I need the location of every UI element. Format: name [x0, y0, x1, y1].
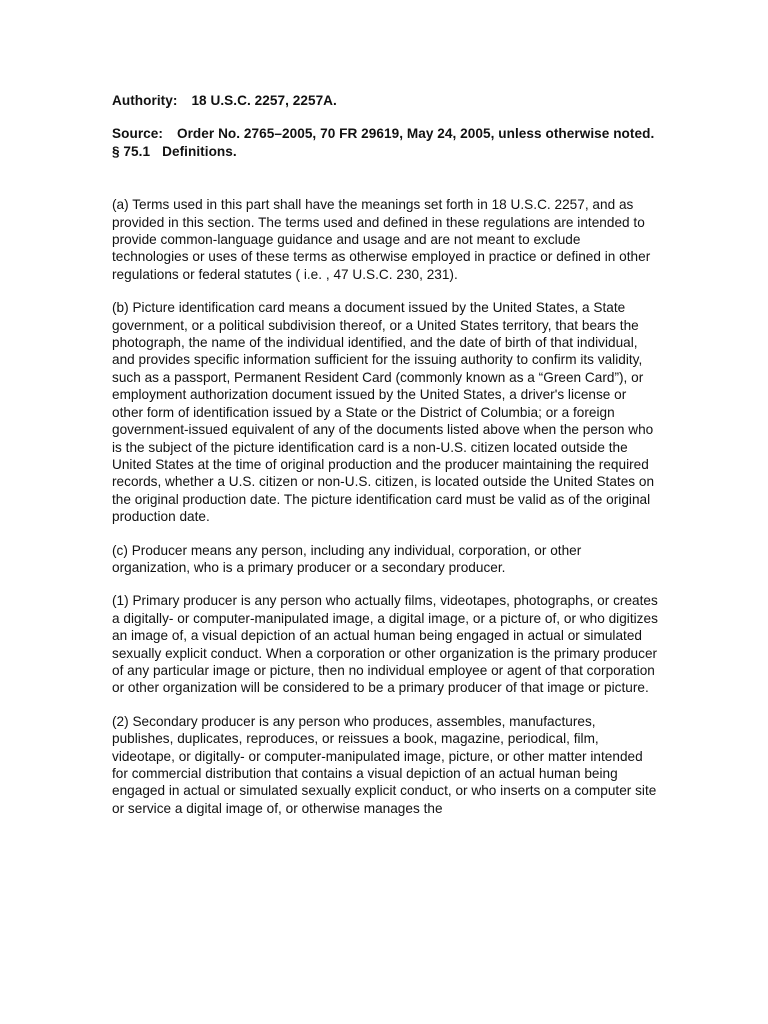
authority-label: Authority:: [112, 93, 178, 108]
paragraph-b: (b) Picture identification card means a document issued by the United States, a State government, or a political subdivision thereof, or a United States territory, that bears the photograph, the name of the individual identified, and the date of birth of that individual, and provides specific information sufficient for the issuing authority to confirm its validity, such as a passport, Permanent Resident Card (commonly known as a “Green Card”), or employment authorization document issued by the United States, a driver's license or other form of identification issued by a State or the District of Columbia; or a foreign government-issued equivalent of any of the documents listed above when the person who is the subject of the picture identification card is a non-U.S. citizen located outside the United States at the time of original production and the producer maintaining the required records, whether a U.S. citizen or non-U.S. citizen, is located outside the United States on the original production date. The picture identification card must be valid as of the original production date.: [112, 300, 655, 525]
source-value: Order No. 2765–2005, 70 FR 29619, May 24, 2005, unless otherwise noted.: [176, 126, 655, 142]
paragraph-c: (c) Producer means any person, including any individual, corporation, or other organization, who is a primary producer or a secondary producer.: [112, 542, 582, 575]
authority-value: 18 U.S.C. 2257, 2257A.: [191, 93, 337, 108]
source-label: Source:: [112, 126, 163, 142]
source-line: [112, 125, 660, 142]
section-number: § 75.1: [112, 143, 151, 159]
paragraph-c-1: (1) Primary producer is any person who actually films, videotapes, photographs, or creates a digitally- or computer-manipulated image, a digital image, or a picture of, or who digitizes an image of, a visual depiction of an actual human being engaged in actual or simulated sexually explicit conduct. When a corporation or other organization is the primary producer of any particular image or picture, then no individual employee or agent of that corporation or other organization will be considered to be a primary producer of that image or picture.: [112, 593, 658, 696]
paragraph-a: (a) Terms used in this part shall have the meanings set forth in 18 U.S.C. 2257, and as provided in this section. The terms used and defined in these regulations are intended to provide common-language guidance and usage and are not meant to exclude technologies or uses of these terms as otherwise employed in practice or defined in other regulations or federal statutes ( i.e. , 47 U.S.C. 230, 231).: [112, 197, 651, 282]
document-page: [112, 92, 660, 833]
paragraph-c-2: (2) Secondary producer is any person who produces, assembles, manufactures, publishes, duplicates, reproduces, or reissues a book, magazine, periodical, film, videotape, or digitally- or computer-manipulated image, picture, or other matter intended for commercial distribution that contains a visual depiction of an actual human being engaged in actual or simulated sexually explicit conduct, or who inserts on a computer site or service a digital image of, or otherwise manages the: [112, 713, 657, 816]
section-title: Definitions.: [162, 143, 237, 159]
authority-line: [112, 92, 660, 109]
section-heading: [112, 143, 660, 160]
